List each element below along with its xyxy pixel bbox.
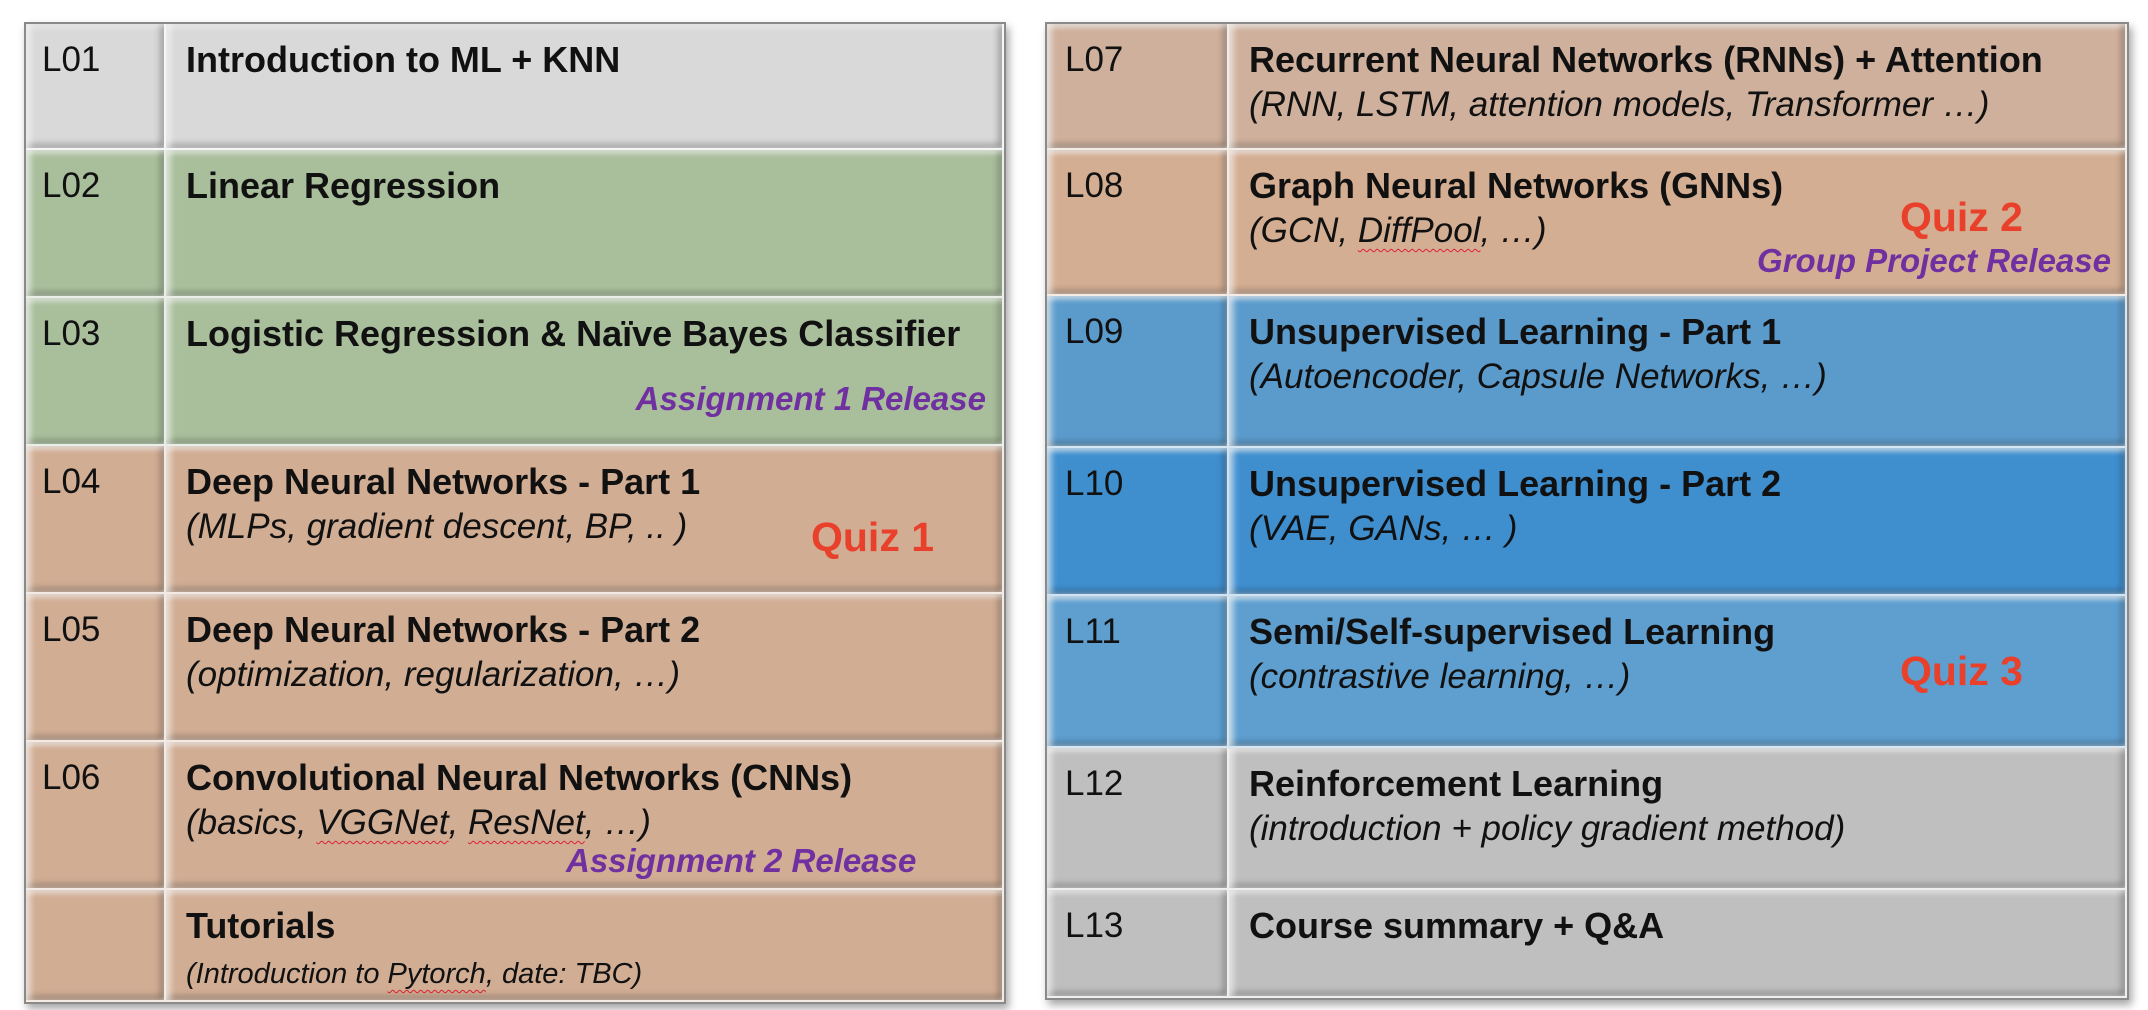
subtitle-text: VGGNet <box>316 803 449 842</box>
lecture-subtitle: (optimization, regularization, …) <box>186 655 681 694</box>
lecture-title: Tutorials <box>186 905 336 946</box>
table-row <box>26 890 1004 1002</box>
subtitle-text: , date: TBC) <box>485 958 643 990</box>
table-row <box>26 24 1004 150</box>
quiz-3-label: Quiz 3 <box>1899 648 2023 694</box>
right-schedule-table <box>1045 22 2129 1000</box>
lecture-cell <box>1229 150 2127 296</box>
lecture-title: Semi/Self-supervised Learning <box>1249 611 1776 652</box>
lecture-number: L02 <box>26 150 166 298</box>
lecture-cell <box>1229 448 2127 596</box>
lecture-cell <box>1229 24 2127 150</box>
lecture-subtitle: (MLPs, gradient descent, BP, .. ) <box>186 507 688 546</box>
subtitle-text: , …) <box>584 803 651 842</box>
table-row <box>26 150 1004 298</box>
lecture-number: L01 <box>26 24 166 150</box>
lecture-number: L06 <box>26 742 166 890</box>
table-row <box>26 594 1004 742</box>
lecture-number: L12 <box>1047 748 1229 890</box>
lecture-title: Deep Neural Networks - Part 1 <box>186 461 701 502</box>
lecture-cell <box>1229 748 2127 890</box>
lecture-title: Recurrent Neural Networks (RNNs) + Attention <box>1249 39 2043 80</box>
subtitle-text: (Introduction to <box>186 958 388 990</box>
lecture-number: L11 <box>1047 596 1229 748</box>
quiz-2-label: Quiz 2 <box>1899 194 2023 240</box>
lecture-subtitle: (contrastive learning, …) <box>1249 657 1631 696</box>
assignment-2-release-note: Assignment 2 Release <box>566 842 917 879</box>
lecture-subtitle <box>186 954 1002 994</box>
lecture-cell <box>1229 296 2127 448</box>
lecture-cell <box>166 150 1004 298</box>
subtitle-text: , …) <box>1480 211 1547 250</box>
lecture-title: Deep Neural Networks - Part 2 <box>186 609 701 650</box>
lecture-title: Unsupervised Learning - Part 2 <box>1249 463 1782 504</box>
lecture-cell <box>166 594 1004 742</box>
lecture-title: Reinforcement Learning <box>1249 763 1664 804</box>
lecture-number: L03 <box>26 298 166 446</box>
lecture-number: L13 <box>1047 890 1229 998</box>
table-row <box>1047 296 2127 448</box>
lecture-title: Introduction to ML + KNN <box>186 39 621 80</box>
subtitle-text: DiffPool <box>1357 211 1481 250</box>
assignment-1-release-note: Assignment 1 Release <box>635 380 986 417</box>
subtitle-text: Pytorch <box>387 958 486 990</box>
lecture-title: Convolutional Neural Networks (CNNs) <box>186 757 853 798</box>
lecture-number: L04 <box>26 446 166 594</box>
lecture-cell <box>166 742 1004 890</box>
lecture-cell <box>166 24 1004 150</box>
lecture-number: L10 <box>1047 448 1229 596</box>
table-row <box>1047 748 2127 890</box>
table-row <box>26 298 1004 446</box>
left-schedule-table <box>24 22 1006 1004</box>
lecture-number: L05 <box>26 594 166 742</box>
subtitle-text: (basics, <box>186 803 317 842</box>
lecture-subtitle: (RNN, LSTM, attention models, Transformer …) <box>1249 85 1990 124</box>
lecture-subtitle: (Autoencoder, Capsule Networks, …) <box>1249 357 1827 396</box>
lecture-cell <box>166 298 1004 446</box>
table-row <box>1047 448 2127 596</box>
lecture-title: Unsupervised Learning - Part 1 <box>1249 311 1782 352</box>
lecture-subtitle: (introduction + policy gradient method) <box>1249 809 1846 848</box>
quiz-1-label: Quiz 1 <box>811 514 935 560</box>
lecture-number: L09 <box>1047 296 1229 448</box>
table-row <box>26 742 1004 890</box>
lecture-title: Linear Regression <box>186 165 501 206</box>
group-project-release-note: Group Project Release <box>1757 242 2111 279</box>
lecture-number: L07 <box>1047 24 1229 150</box>
subtitle-text: (GCN, <box>1249 211 1358 250</box>
table-row <box>1047 150 2127 296</box>
lecture-subtitle: (VAE, GANs, … ) <box>1249 509 1518 548</box>
lecture-cell <box>166 890 1004 1002</box>
subtitle-text: , <box>448 803 469 842</box>
lecture-number <box>26 890 166 1002</box>
table-row <box>26 446 1004 594</box>
lecture-cell <box>1229 890 2127 998</box>
subtitle-text: ResNet <box>468 803 585 842</box>
lecture-number: L08 <box>1047 150 1229 296</box>
lecture-title: Logistic Regression & Naïve Bayes Classifier <box>186 313 961 354</box>
lecture-title: Graph Neural Networks (GNNs) <box>1249 165 1784 206</box>
lecture-subtitle <box>186 800 1002 846</box>
lecture-cell <box>1229 596 2127 748</box>
table-row <box>1047 890 2127 998</box>
lecture-title: Course summary + Q&A <box>1249 905 1665 946</box>
table-row <box>1047 596 2127 748</box>
table-row <box>1047 24 2127 150</box>
lecture-cell <box>166 446 1004 594</box>
